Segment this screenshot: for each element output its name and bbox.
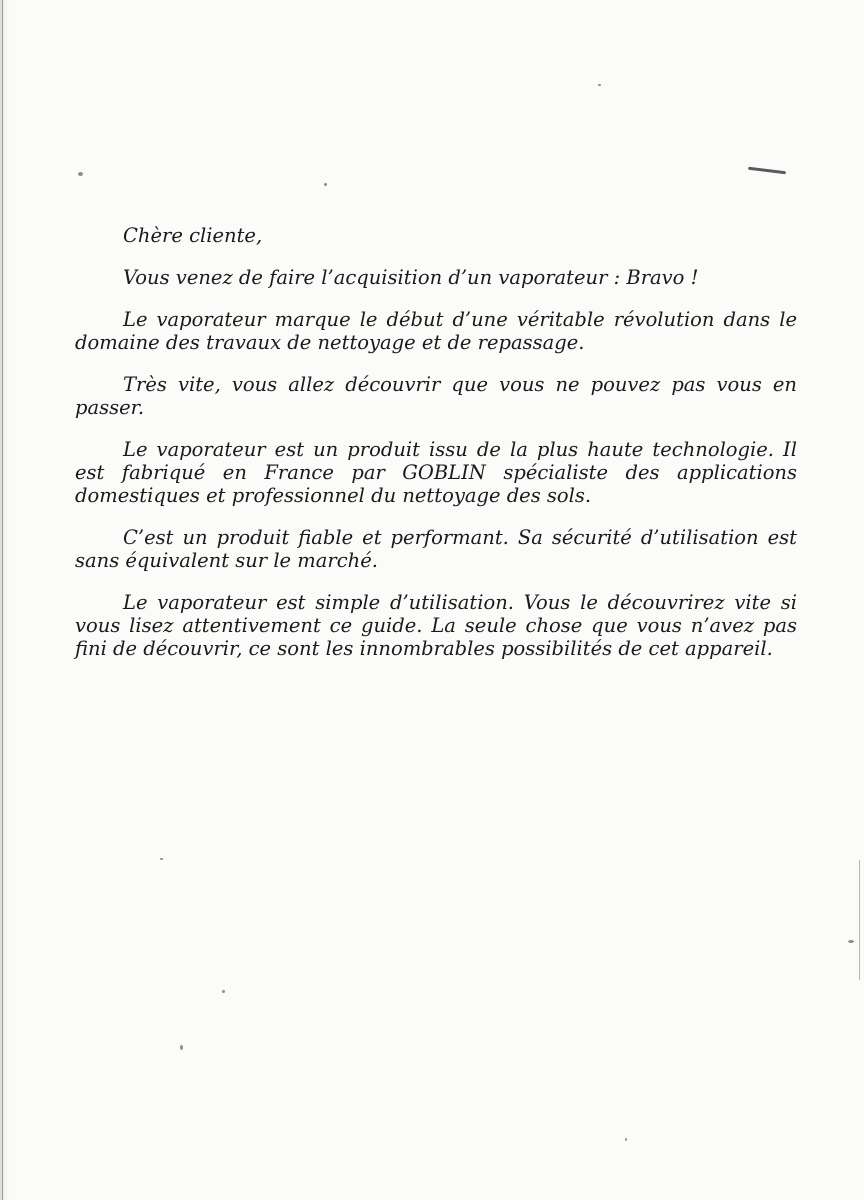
scan-speck: [324, 183, 327, 186]
scan-speck: [625, 1138, 627, 1141]
scan-speck: [180, 1045, 183, 1050]
paragraph-usage: Le vaporateur est simple d’utilisation. Vous le découvrirez vite si vous lisez attentivement ce guide. La seule chose que vous n’avez pas fini de découvrir, ce sont les innombrables possibilités de cet appareil.: [75, 591, 797, 660]
letter-body: [75, 224, 797, 679]
paragraph-discover: Très vite, vous allez découvrir que vous ne pouvez pas vous en passer.: [75, 373, 797, 419]
scan-speck: [848, 940, 854, 943]
scan-speck: [78, 172, 83, 176]
scan-speck: [160, 858, 163, 860]
paragraph-revolution: Le vaporateur marque le début d’une véritable révolution dans le domaine des travaux de nettoyage et de repassage.: [75, 308, 797, 354]
scan-speck: [598, 84, 601, 86]
scan-speck: [222, 990, 225, 993]
paragraph-technology: Le vaporateur est un produit issu de la plus haute technologie. Il est fabriqué en France par GOBLIN spécialiste des applications domestiques et professionnel du nettoyage des sols.: [75, 438, 797, 507]
scan-mark: [748, 167, 786, 175]
salutation: Chère cliente,: [123, 224, 263, 247]
binding-edge-line: [2, 0, 3, 1200]
paragraph-acquisition: Vous venez de faire l’acquisition d’un vaporateur : Bravo !: [123, 266, 699, 289]
right-edge-mark: [859, 860, 864, 980]
paragraph-reliability: C’est un produit fiable et performant. Sa sécurité d’utilisation est sans équivalent sur le marché.: [75, 526, 797, 572]
